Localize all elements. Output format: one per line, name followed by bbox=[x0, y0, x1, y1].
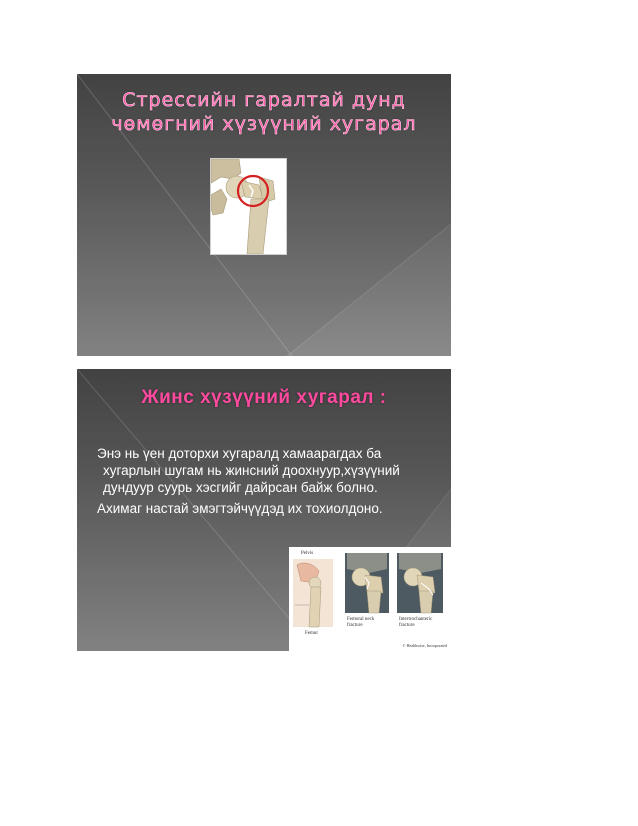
slide-1-title-line-2: чөмөгний хүзүүний хугарал bbox=[111, 113, 417, 135]
figure-label-intertrochanteric-fracture: fracture bbox=[399, 623, 415, 628]
slide-2-body bbox=[97, 445, 427, 521]
slide-2-paragraph: Энэ нь үен доторхи хугаралд хамаарагдах ба хугарлын шугам нь жинсний доохнуур,хүзүүний дундуур суурь хэсгийг дайрсан байж болно. bbox=[97, 446, 400, 495]
figure-label-femoral-neck: Femoral neck bbox=[347, 617, 375, 622]
figure-label-femoral-neck-fracture: fracture bbox=[347, 623, 363, 628]
slide-2 bbox=[77, 369, 451, 651]
slide-2-paragraph: Ахимаг настай эмэгтэйчүүдэд их тохиолдоно. bbox=[97, 501, 383, 516]
slide-1 bbox=[77, 74, 451, 356]
slide-1-title-line-1: Стрессийн гаралтай дунд bbox=[122, 89, 406, 111]
hip-fracture-image bbox=[210, 158, 287, 255]
slide-2-title: Жинс хүзүүний хугарал : bbox=[141, 387, 387, 408]
figure-credit: © Healthwise, Incorporated bbox=[402, 643, 447, 648]
femur-bone-illustration bbox=[211, 159, 286, 254]
figure-label-pelvis: Pelvis bbox=[301, 551, 314, 556]
slide-1-title bbox=[85, 88, 443, 136]
figure-label-femur: Femur bbox=[305, 631, 319, 636]
figure-label-intertrochanteric: Intertrochanteric bbox=[399, 617, 433, 622]
fracture-types-figure bbox=[289, 547, 451, 651]
